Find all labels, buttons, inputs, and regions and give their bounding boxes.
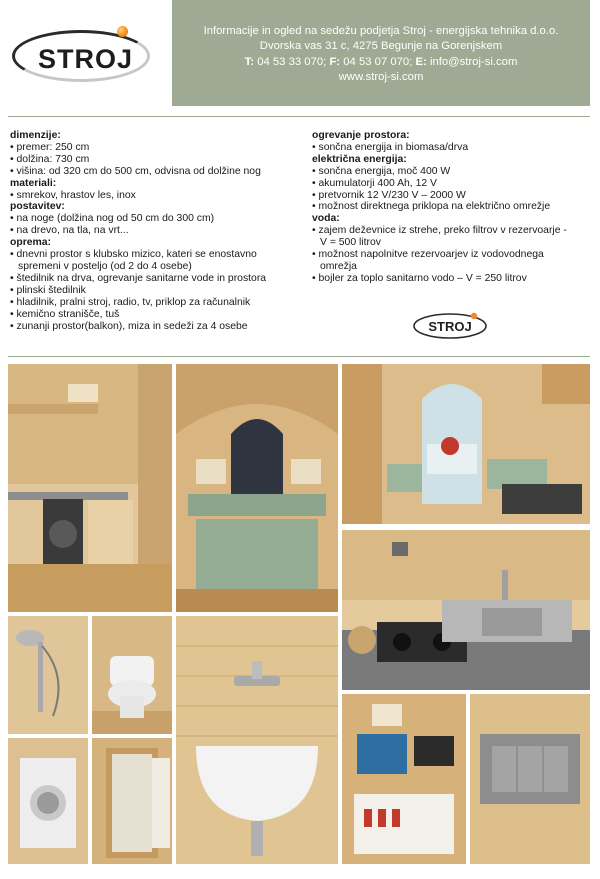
heading-materiali: materiali: [10, 177, 57, 189]
specs-right [312, 130, 592, 285]
photo-washing-machine [8, 738, 88, 864]
heading-ogrevanje: ogrevanje prostora: [312, 130, 410, 141]
contact-header [172, 0, 590, 106]
photo-shower [8, 616, 88, 734]
photo-solar-controller [342, 694, 466, 864]
list-item-continuation: spremeni v posteljo (od 2 do 4 osebe) [18, 260, 192, 272]
list-item: • možnost direktnega priklopa na električno omrežje [312, 201, 592, 213]
photo-collage [8, 364, 590, 864]
photo-fridge [92, 738, 172, 864]
list-item: • dnevni prostor s klubsko mizico, kateri se enostavno [10, 249, 310, 261]
photo-living-area [176, 364, 338, 612]
logo [0, 0, 172, 106]
list-item: • akumulatorji 400 Ah, 12 V [312, 178, 592, 190]
photo-window-seating [342, 364, 590, 524]
header-line2: Dvorska vas 31 c, 4275 Begunje na Gorenjskem [259, 40, 503, 53]
header-contacts [172, 55, 590, 70]
list-item: • zunanji prostor(balkon), miza in sedeži za 4 osebe [10, 321, 310, 333]
list-item: • plinski štedilnik [10, 285, 310, 297]
list-item: • bojler za toplo sanitarno vodo – V = 250 litrov [312, 273, 592, 285]
list-item: • pretvornik 12 V/230 V – 2000 W [312, 190, 592, 202]
list-item: • dolžina: 730 cm [10, 154, 310, 166]
photo-toilet [92, 616, 172, 734]
photo-sink-stove [342, 530, 590, 690]
list-item: • zajem deževnice iz strehe, preko filtrov v rezervoarje - [312, 225, 592, 237]
heading-energija: električna energija: [312, 153, 407, 165]
website-link[interactable]: www.stroj-si.com [338, 71, 424, 84]
list-item: • na drevo, na tla, na vrt... [10, 225, 310, 237]
divider-bottom [8, 356, 590, 357]
phone-label: T: [244, 55, 255, 68]
heading-voda: voda: [312, 213, 340, 225]
list-item: • sončna energija, moč 400 W [312, 166, 592, 178]
specs-left [10, 130, 310, 332]
email-link[interactable]: info@stroj-si.com [429, 55, 518, 68]
small-logo [410, 310, 490, 340]
photo-kitchen-corner [8, 364, 172, 612]
list-item-continuation: omrežja [320, 260, 357, 272]
logo-text: STROJ [38, 44, 134, 74]
list-item: • možnost napolnitve rezervoarjev iz vodovodnega [312, 249, 592, 261]
fax-value: 04 53 07 070; [343, 55, 413, 68]
phone-value: 04 53 33 070; [257, 55, 327, 68]
list-item: • na noge (dolžina nog od 50 cm do 300 cm) [10, 213, 310, 225]
heading-oprema: oprema: [10, 237, 51, 249]
photo-light-switch [470, 694, 590, 864]
fax-label: F: [329, 55, 341, 68]
list-item: • sončna energija in biomasa/drva [312, 142, 592, 154]
heading-dimenzije: dimenzije: [10, 130, 61, 141]
email-label: E: [415, 55, 427, 68]
list-item: • višina: od 320 cm do 500 cm, odvisna od dolžine nog [10, 166, 310, 178]
list-item: • premer: 250 cm [10, 142, 310, 154]
heading-postavitev: postavitev: [10, 201, 65, 213]
list-item: • hladilnik, pralni stroj, radio, tv, priklop za računalnik [10, 297, 310, 309]
photo-bathroom-sink [176, 616, 338, 864]
logo-orange-dot [117, 26, 128, 37]
list-item: • kemično stranišče, tuš [10, 309, 310, 321]
list-item: • smrekov, hrastov les, inox [10, 190, 310, 202]
list-item-continuation: V = 500 litrov [320, 237, 381, 249]
header-line1: Informacije in ogled na sedežu podjetja Stroj - energijska tehnika d.o.o. [203, 25, 559, 37]
small-logo-text: STROJ [428, 319, 472, 334]
divider-top [8, 116, 590, 117]
list-item: • štedilnik na drva, ogrevanje sanitarne vode in prostora [10, 273, 310, 285]
